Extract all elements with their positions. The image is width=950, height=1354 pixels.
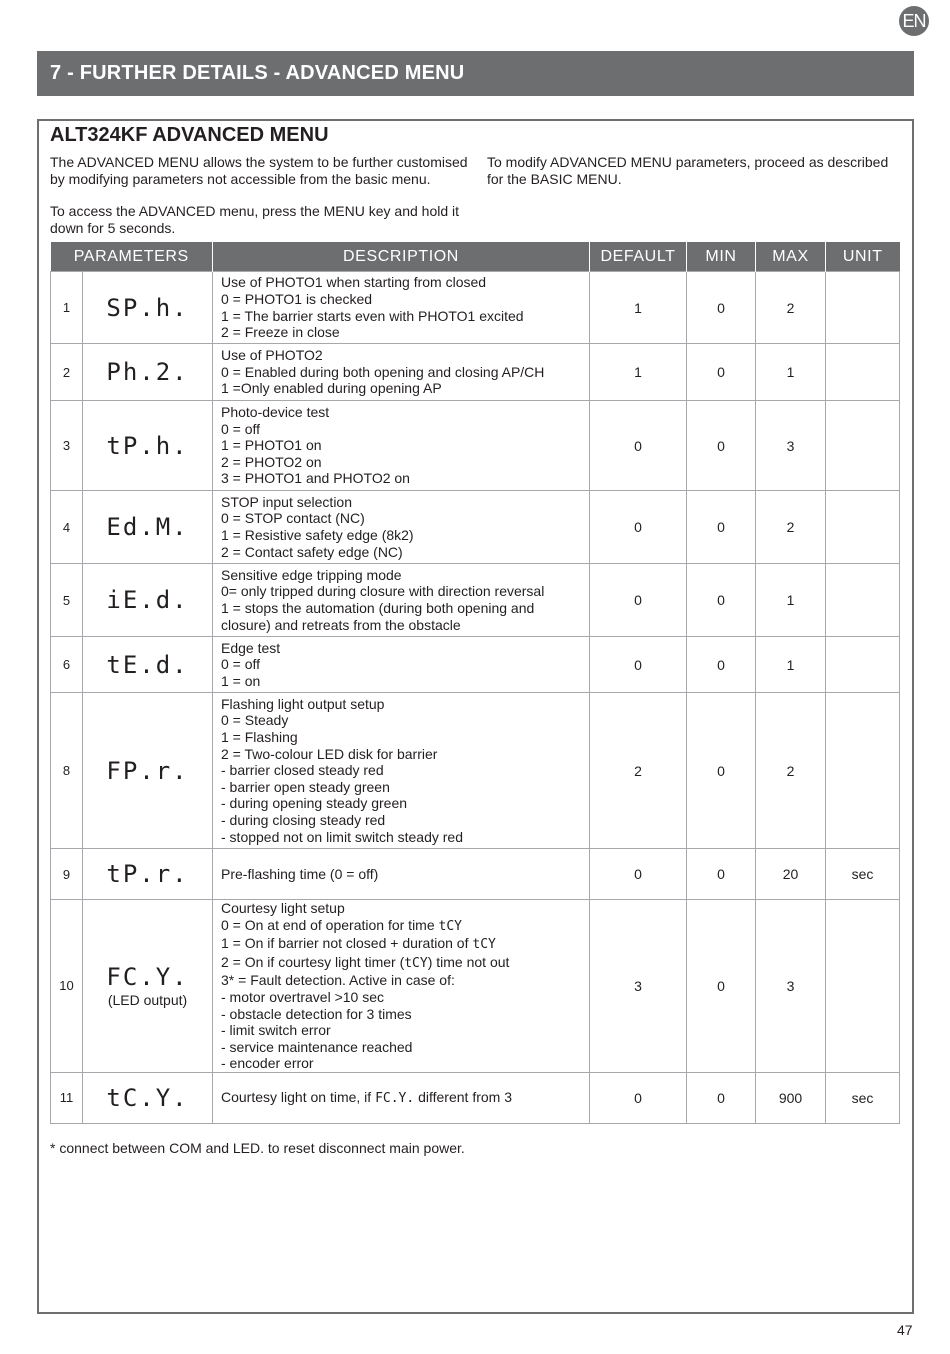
- description-line: 2 = PHOTO2 on: [221, 453, 322, 470]
- access-instructions: To access the ADVANCED menu, press the MENU key and hold it down for 5 seconds.: [50, 203, 460, 236]
- description-line: [221, 1089, 583, 1108]
- param-max: 2: [756, 693, 826, 849]
- param-number: 9: [51, 849, 83, 900]
- display-code: SP.h.: [106, 293, 189, 322]
- col-header-max: MAX: [756, 242, 826, 272]
- param-description: [213, 491, 590, 564]
- col-header-default: DEFAULT: [590, 242, 687, 272]
- param-description: [213, 1072, 590, 1123]
- description-line: 3 = PHOTO1 and PHOTO2 on: [221, 470, 410, 487]
- param-number: 1: [51, 272, 83, 344]
- display-code: tP.h.: [106, 431, 189, 460]
- description-line: 0 = Enabled during both opening and closing AP/CH: [221, 363, 545, 380]
- param-code-cell: [83, 900, 213, 1073]
- table-row: [51, 693, 900, 849]
- description-line: Photo-device test: [221, 404, 330, 421]
- param-min: 0: [687, 344, 756, 401]
- param-number: 4: [51, 491, 83, 564]
- param-description: [213, 272, 590, 344]
- description-line: 1 =Only enabled during opening AP: [221, 380, 442, 397]
- param-min: 0: [687, 491, 756, 564]
- param-unit: [826, 900, 900, 1073]
- description-line: 2 = Contact safety edge (NC): [221, 543, 403, 560]
- param-default: 0: [590, 637, 687, 693]
- description-line: Flashing light output setup: [221, 695, 385, 712]
- description-line: 0 = off: [221, 656, 261, 673]
- description-line: - limit switch error: [221, 1022, 331, 1039]
- table-row: [51, 637, 900, 693]
- param-description: [213, 564, 590, 637]
- description-line: Courtesy light setup: [221, 900, 345, 916]
- param-code-cell: [83, 637, 213, 693]
- display-code: tE.d.: [106, 650, 189, 679]
- display-code: iE.d.: [106, 586, 189, 614]
- param-code-cell: [83, 491, 213, 564]
- param-code-cell: [83, 272, 213, 344]
- description-line: 0= only tripped during closure with direction reversal: [221, 583, 545, 600]
- description-line: Pre-flashing time (0 = off): [221, 865, 379, 882]
- col-header-unit: UNIT: [826, 242, 900, 272]
- param-description: [213, 849, 590, 900]
- table-row: [51, 491, 900, 564]
- description-line: - during closing steady red: [221, 811, 386, 828]
- footnote: * connect between COM and LED. to reset disconnect main power.: [50, 1140, 465, 1156]
- table-row: [51, 272, 900, 344]
- col-header-description: DESCRIPTION: [213, 242, 590, 272]
- param-unit: sec: [826, 849, 900, 900]
- description-line: [221, 917, 583, 936]
- parameters-table: [50, 242, 900, 1124]
- description-line: - barrier closed steady red: [221, 762, 384, 779]
- param-max: 900: [756, 1072, 826, 1123]
- col-header-min: MIN: [687, 242, 756, 272]
- inline-display-code: tCY: [404, 955, 428, 971]
- description-text: 2 = On if courtesy light timer (: [221, 953, 405, 970]
- param-description: [213, 693, 590, 849]
- param-unit: [826, 637, 900, 693]
- table-row: [51, 344, 900, 401]
- display-code: FP.r.: [106, 756, 189, 785]
- description-text: Courtesy light on time, if: [221, 1088, 376, 1105]
- table-row: [51, 564, 900, 637]
- description-text: 0 = On at end of operation for time: [221, 916, 439, 933]
- param-min: 0: [687, 1072, 756, 1123]
- param-max: 3: [756, 900, 826, 1073]
- param-number: 11: [51, 1072, 83, 1123]
- display-code: tC.Y.: [106, 1083, 189, 1112]
- param-number: 6: [51, 637, 83, 693]
- param-default: 0: [590, 849, 687, 900]
- param-max: 1: [756, 564, 826, 637]
- param-description: [213, 401, 590, 491]
- param-min: 0: [687, 401, 756, 491]
- description-line: 1 = The barrier starts even with PHOTO1 excited: [221, 307, 524, 324]
- menu-title: ALT324KF ADVANCED MENU: [50, 124, 329, 146]
- description-line: Edge test: [221, 639, 281, 656]
- param-unit: [826, 491, 900, 564]
- intro-paragraph: The ADVANCED MENU allows the system to be further customised by modifying parameters not accessible from the basic menu.: [50, 154, 468, 187]
- language-badge: EN: [899, 6, 929, 36]
- param-unit: [826, 401, 900, 491]
- description-line: 0 = Steady: [221, 712, 289, 729]
- param-code-cell: [83, 849, 213, 900]
- col-header-parameters: PARAMETERS: [51, 242, 213, 272]
- table-row: [51, 900, 900, 1073]
- description-line: 0 = off: [221, 420, 261, 437]
- param-default: 1: [590, 344, 687, 401]
- param-unit: sec: [826, 1072, 900, 1123]
- param-default: 1: [590, 272, 687, 344]
- param-unit: [826, 272, 900, 344]
- param-number: 2: [51, 344, 83, 401]
- param-min: 0: [687, 693, 756, 849]
- param-default: 3: [590, 900, 687, 1073]
- param-min: 0: [687, 849, 756, 900]
- display-code: FC.Y.: [106, 962, 189, 991]
- param-max: 1: [756, 344, 826, 401]
- table-row: [51, 401, 900, 491]
- description-line: - obstacle detection for 3 times: [221, 1005, 412, 1022]
- description-line: Use of PHOTO2: [221, 347, 323, 364]
- description-line: - encoder error: [221, 1055, 314, 1072]
- param-default: 0: [590, 401, 687, 491]
- param-max: 20: [756, 849, 826, 900]
- param-unit: [826, 564, 900, 637]
- param-number: 10: [51, 900, 83, 1073]
- description-line: - stopped not on limit switch steady red: [221, 828, 464, 845]
- param-min: 0: [687, 900, 756, 1073]
- section-title: 7 - FURTHER DETAILS - ADVANCED MENU: [37, 51, 914, 96]
- param-code-cell: [83, 693, 213, 849]
- param-default: 0: [590, 491, 687, 564]
- param-default: 0: [590, 564, 687, 637]
- param-number: 8: [51, 693, 83, 849]
- param-max: 2: [756, 272, 826, 344]
- param-code-cell: [83, 1072, 213, 1123]
- param-min: 0: [687, 564, 756, 637]
- description-line: 1 = Flashing: [221, 729, 298, 746]
- param-code-cell: [83, 564, 213, 637]
- description-line: 1 = on: [221, 672, 261, 689]
- param-default: 2: [590, 693, 687, 849]
- param-default: 0: [590, 1072, 687, 1123]
- param-min: 0: [687, 272, 756, 344]
- param-max: 3: [756, 401, 826, 491]
- param-max: 2: [756, 491, 826, 564]
- display-code: Ph.2.: [106, 358, 189, 386]
- param-number: 5: [51, 564, 83, 637]
- param-max: 1: [756, 637, 826, 693]
- description-line: - during opening steady green: [221, 795, 408, 812]
- description-line: - motor overtravel >10 sec: [221, 988, 385, 1005]
- param-code-cell: [83, 401, 213, 491]
- description-text: 1 = On if barrier not closed + duration of: [221, 935, 473, 952]
- description-line: [221, 954, 583, 973]
- description-line: [221, 935, 583, 954]
- code-note: (LED output): [107, 991, 188, 1008]
- param-code-cell: [83, 344, 213, 401]
- description-line: 1 = PHOTO1 on: [221, 437, 322, 454]
- param-unit: [826, 693, 900, 849]
- description-line: 1 = Resistive safety edge (8k2): [221, 527, 414, 543]
- description-line: 1 = stops the automation (during both opening and: [221, 600, 535, 616]
- param-description: [213, 344, 590, 401]
- param-min: 0: [687, 637, 756, 693]
- inline-display-code: tCY: [472, 937, 496, 953]
- description-text: different from 3: [414, 1088, 512, 1105]
- param-description: [213, 637, 590, 693]
- modify-instructions: To modify ADVANCED MENU parameters, proceed as described for the BASIC MENU.: [487, 154, 889, 187]
- display-code: Ed.M.: [106, 513, 189, 541]
- description-line: Sensitive edge tripping mode: [221, 566, 402, 583]
- description-line: STOP input selection: [221, 493, 353, 510]
- description-line: closure) and retreats from the obstacle: [221, 616, 461, 633]
- table-row: [51, 849, 900, 900]
- description-line: - service maintenance reached: [221, 1038, 413, 1055]
- inline-display-code: FC.Y.: [375, 1090, 415, 1106]
- description-line: 0 = STOP contact (NC): [221, 510, 365, 527]
- description-line: Use of PHOTO1 when starting from closed: [221, 274, 487, 291]
- description-line: 0 = PHOTO1 is checked: [221, 290, 373, 307]
- param-unit: [826, 344, 900, 401]
- table-header-row: [51, 242, 900, 272]
- inline-display-code: tCY: [438, 918, 463, 934]
- table-row: [51, 1072, 900, 1123]
- param-description: [213, 900, 590, 1073]
- description-text: ) time not out: [427, 953, 510, 970]
- description-line: 2 = Freeze in close: [221, 324, 340, 341]
- page-number: 47: [897, 1322, 913, 1338]
- display-code: tP.r.: [106, 860, 189, 888]
- description-line: 2 = Two-colour LED disk for barrier: [221, 745, 438, 762]
- description-line: - barrier open steady green: [221, 778, 390, 795]
- param-number: 3: [51, 401, 83, 491]
- description-line: 3* = Fault detection. Active in case of:: [221, 972, 455, 989]
